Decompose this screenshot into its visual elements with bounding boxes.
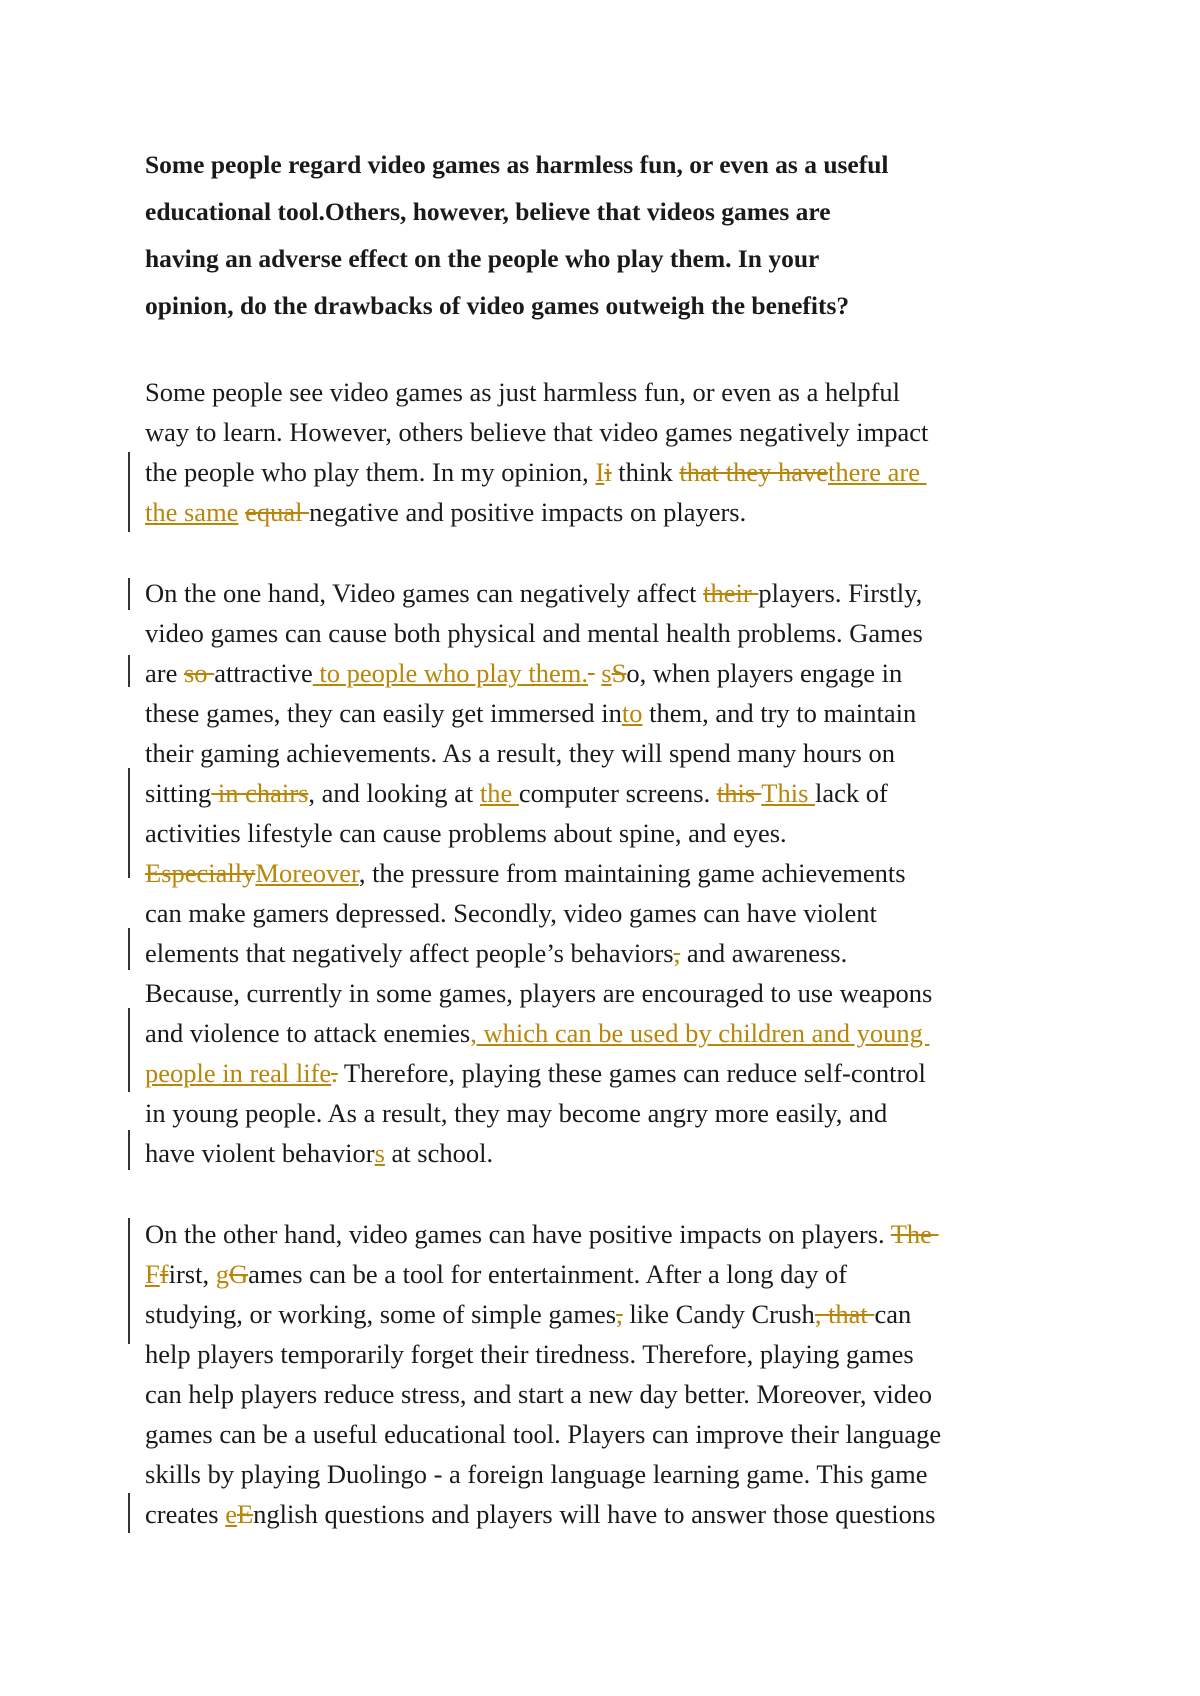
inserted-text: to xyxy=(621,698,643,728)
change-bar xyxy=(128,655,130,687)
inserted-text: s xyxy=(601,658,612,688)
deleted-text: , xyxy=(616,1299,623,1329)
text-line xyxy=(145,1214,1065,1254)
text-line xyxy=(145,412,1065,452)
deleted-text: this xyxy=(716,778,762,808)
inserted-text: Moreover xyxy=(255,858,359,888)
deleted-text: equal xyxy=(245,497,310,527)
text-run: computer screens. xyxy=(518,778,717,808)
text-run: their gaming achievements. As a result, they will spend many hours on xyxy=(145,738,895,768)
text-run: at school. xyxy=(384,1138,494,1168)
paragraph-drawbacks xyxy=(145,573,1065,1173)
text-line xyxy=(145,1454,1065,1494)
text-line xyxy=(145,693,1065,733)
inserted-text: there are xyxy=(828,457,927,487)
text-line xyxy=(145,1334,1065,1374)
deleted-text: Especially xyxy=(145,858,256,888)
deleted-text: so xyxy=(183,658,215,688)
text-line xyxy=(145,492,1065,532)
text-run: activities lifestyle can cause problems about spine, and eyes. xyxy=(145,818,787,848)
text-run: and violence to attack enemies xyxy=(145,1018,471,1048)
text-run: Some people see video games as just harmless fun, or even as a helpful xyxy=(145,377,901,407)
inserted-text: , which can be used by children and young xyxy=(470,1018,930,1048)
text-run: are xyxy=(145,658,184,688)
text-run: in young people. As a result, they may become angry more easily, and xyxy=(145,1098,888,1128)
text-line xyxy=(145,1093,1065,1133)
prompt-line: Some people regard video games as harmless fun, or even as a useful xyxy=(145,150,889,179)
paragraph-benefits xyxy=(145,1214,1065,1534)
text-line xyxy=(145,1414,1065,1454)
text-line xyxy=(145,653,1065,693)
inserted-text: the xyxy=(479,778,519,808)
change-bar xyxy=(128,1130,130,1170)
text-line xyxy=(145,813,1065,853)
deleted-text: that they have xyxy=(679,457,829,487)
text-run: studying, or working, some of simple games xyxy=(145,1299,617,1329)
text-line xyxy=(145,773,1065,813)
deleted-text: i xyxy=(604,457,612,487)
text-run: negative and positive impacts on players. xyxy=(309,497,747,527)
text-line xyxy=(145,1133,1065,1173)
text-run: lack of xyxy=(815,778,888,808)
inserted-text: g xyxy=(215,1259,229,1289)
text-run: and awareness. xyxy=(680,938,848,968)
text-run: creates xyxy=(145,1499,226,1529)
deleted-text: in chairs xyxy=(211,778,309,808)
deleted-text: their xyxy=(703,578,759,608)
deleted-text: E xyxy=(236,1499,254,1529)
essay-prompt xyxy=(145,141,1065,329)
text-run: sitting xyxy=(145,778,212,808)
text-run: have violent behavior xyxy=(145,1138,375,1168)
deleted-text: , xyxy=(673,938,681,968)
text-line xyxy=(145,733,1065,773)
inserted-text: people in real life xyxy=(145,1058,332,1088)
deleted-text: . xyxy=(331,1058,338,1088)
text-run: , and looking at xyxy=(308,778,480,808)
text-run: nglish questions and players will have to answer those questions xyxy=(253,1499,936,1529)
text-line xyxy=(145,853,1065,893)
text-line xyxy=(145,1013,1065,1053)
text-run: video games can cause both physical and mental health problems. Games xyxy=(145,618,923,648)
change-bar xyxy=(128,928,130,970)
inserted-text: to people who play them. xyxy=(312,658,589,688)
inserted-text: I xyxy=(595,457,605,487)
deleted-text: The xyxy=(890,1219,939,1249)
deleted-text xyxy=(588,658,595,688)
text-run: can make gamers depressed. Secondly, video games can have violent xyxy=(145,898,877,928)
inserted-text: F xyxy=(145,1259,160,1289)
text-line xyxy=(145,893,1065,933)
text-run: can xyxy=(874,1299,912,1329)
text-run: , the pressure from maintaining game achievements xyxy=(358,858,906,888)
text-run: ames can be a tool for entertainment. After a long day of xyxy=(248,1259,848,1289)
text-run: On the one hand, Video games can negatively affect xyxy=(145,578,704,608)
text-line xyxy=(145,933,1065,973)
inserted-text: the same xyxy=(145,497,239,527)
deleted-text: , that xyxy=(814,1299,875,1329)
text-run: like Candy Crush xyxy=(622,1299,815,1329)
text-line xyxy=(145,1494,1065,1534)
change-bar xyxy=(128,1218,130,1344)
change-bar xyxy=(128,1008,130,1092)
text-run: o, when players engage in xyxy=(626,658,903,688)
change-bar xyxy=(128,452,130,532)
paragraph-intro xyxy=(145,372,1065,532)
change-bar xyxy=(128,1493,130,1533)
inserted-text: e xyxy=(225,1499,237,1529)
text-run: the people who play them. In my opinion, xyxy=(145,457,596,487)
prompt-line: having an adverse effect on the people who play them. In your xyxy=(145,244,820,273)
text-run: Because, currently in some games, players are encouraged to use weapons xyxy=(145,978,933,1008)
prompt-line: educational tool.Others, however, believe that videos games are xyxy=(145,197,831,226)
text-line xyxy=(145,573,1065,613)
text-run: them, and try to maintain xyxy=(642,698,917,728)
text-line xyxy=(145,1374,1065,1414)
text-run: irst, xyxy=(168,1259,216,1289)
text-run: games can be a useful educational tool. Players can improve their language xyxy=(145,1419,942,1449)
inserted-text: This xyxy=(761,778,816,808)
change-bar xyxy=(128,578,130,610)
text-run: elements that negatively affect people’s behaviors xyxy=(145,938,674,968)
text-line xyxy=(145,452,1065,492)
deleted-text: S xyxy=(611,658,627,688)
text-line xyxy=(145,1053,1065,1093)
deleted-text: f xyxy=(159,1259,169,1289)
text-run: On the other hand, video games can have positive impacts on players. xyxy=(145,1219,891,1249)
text-run: skills by playing Duolingo - a foreign language learning game. This game xyxy=(145,1459,928,1489)
inserted-text: s xyxy=(374,1138,385,1168)
text-run: Therefore, playing these games can reduce self-control xyxy=(337,1058,926,1088)
change-bar xyxy=(128,768,130,878)
deleted-text: G xyxy=(228,1259,249,1289)
text-run: attractive xyxy=(214,658,313,688)
text-line xyxy=(145,372,1065,412)
text-run: think xyxy=(611,457,680,487)
text-run: help players temporarily forget their tiredness. Therefore, playing games xyxy=(145,1339,914,1369)
text-run: way to learn. However, others believe that video games negatively impact xyxy=(145,417,929,447)
text-line xyxy=(145,973,1065,1013)
text-run: these games, they can easily get immersed in xyxy=(145,698,622,728)
text-line xyxy=(145,613,1065,653)
text-run: players. Firstly, xyxy=(758,578,923,608)
prompt-line: opinion, do the drawbacks of video games outweigh the benefits? xyxy=(145,291,850,320)
text-run: can help players reduce stress, and start a new day better. Moreover, video xyxy=(145,1379,933,1409)
text-line xyxy=(145,1294,1065,1334)
text-line xyxy=(145,1254,1065,1294)
